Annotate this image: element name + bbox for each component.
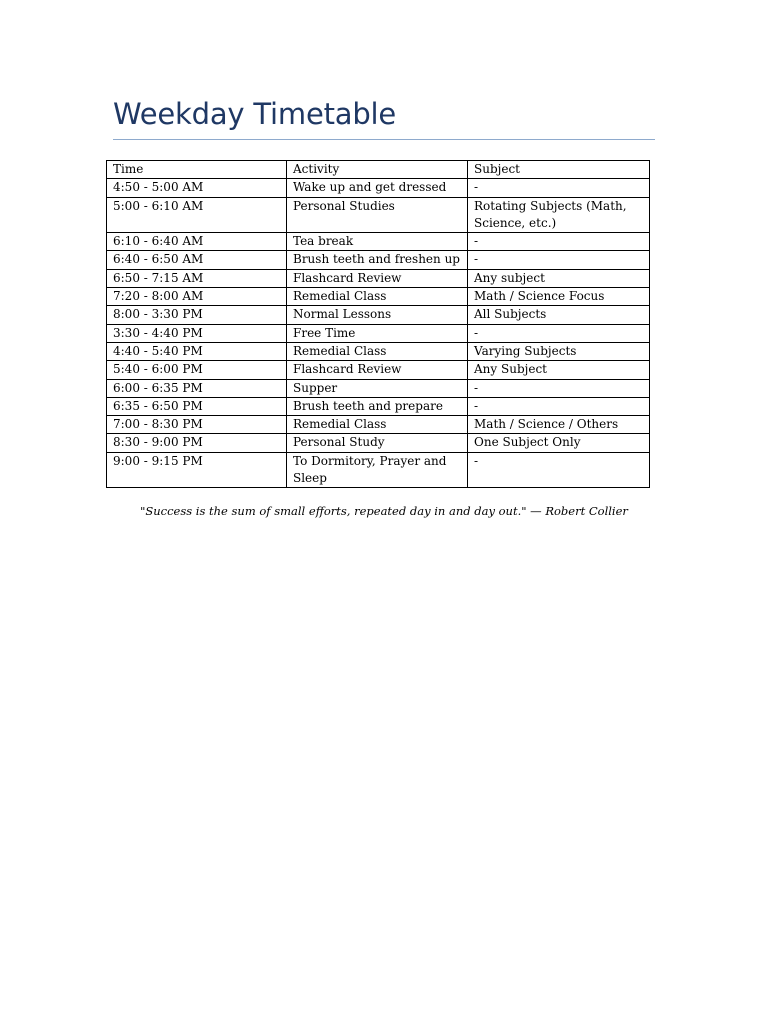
cell-subject: Math / Science Focus bbox=[468, 288, 650, 306]
table-row bbox=[107, 233, 650, 251]
cell-activity: To Dormitory, Prayer and Sleep bbox=[287, 452, 468, 488]
table-row bbox=[107, 361, 650, 379]
cell-time: 6:35 - 6:50 PM bbox=[107, 397, 287, 415]
cell-activity: Personal Studies bbox=[287, 197, 468, 233]
table-row bbox=[107, 452, 650, 488]
table-row bbox=[107, 197, 650, 233]
cell-time: 4:50 - 5:00 AM bbox=[107, 179, 287, 197]
table-row bbox=[107, 416, 650, 434]
cell-time: 6:10 - 6:40 AM bbox=[107, 233, 287, 251]
cell-subject: Varying Subjects bbox=[468, 342, 650, 360]
cell-time: 5:00 - 6:10 AM bbox=[107, 197, 287, 233]
cell-activity: Personal Study bbox=[287, 434, 468, 452]
cell-activity: Normal Lessons bbox=[287, 306, 468, 324]
cell-time: 4:40 - 5:40 PM bbox=[107, 342, 287, 360]
timetable-table bbox=[106, 160, 650, 488]
cell-time: 7:00 - 8:30 PM bbox=[107, 416, 287, 434]
cell-activity: Brush teeth and prepare bbox=[287, 397, 468, 415]
cell-activity: Wake up and get dressed bbox=[287, 179, 468, 197]
cell-activity: Supper bbox=[287, 379, 468, 397]
cell-subject: - bbox=[468, 452, 650, 488]
cell-subject: - bbox=[468, 397, 650, 415]
cell-time: 7:20 - 8:00 AM bbox=[107, 288, 287, 306]
header-time: Time bbox=[107, 161, 287, 179]
table-header-row bbox=[107, 161, 650, 179]
title-underline bbox=[113, 139, 655, 140]
cell-subject: Any subject bbox=[468, 269, 650, 287]
cell-time: 6:40 - 6:50 AM bbox=[107, 251, 287, 269]
cell-subject: - bbox=[468, 379, 650, 397]
cell-subject: - bbox=[468, 179, 650, 197]
cell-activity: Tea break bbox=[287, 233, 468, 251]
cell-activity: Remedial Class bbox=[287, 416, 468, 434]
table-row bbox=[107, 179, 650, 197]
cell-subject: - bbox=[468, 324, 650, 342]
table-row bbox=[107, 434, 650, 452]
cell-time: 8:30 - 9:00 PM bbox=[107, 434, 287, 452]
cell-activity: Flashcard Review bbox=[287, 361, 468, 379]
footer-quote: "Success is the sum of small efforts, repeated day in and day out." — Robert Collier bbox=[140, 504, 628, 518]
cell-activity: Flashcard Review bbox=[287, 269, 468, 287]
timetable-body bbox=[107, 161, 650, 488]
table-row bbox=[107, 342, 650, 360]
table-row bbox=[107, 306, 650, 324]
cell-activity: Remedial Class bbox=[287, 288, 468, 306]
cell-time: 9:00 - 9:15 PM bbox=[107, 452, 287, 488]
cell-subject: - bbox=[468, 233, 650, 251]
cell-time: 8:00 - 3:30 PM bbox=[107, 306, 287, 324]
table-row bbox=[107, 288, 650, 306]
table-row bbox=[107, 251, 650, 269]
cell-time: 5:40 - 6:00 PM bbox=[107, 361, 287, 379]
cell-time: 3:30 - 4:40 PM bbox=[107, 324, 287, 342]
cell-time: 6:00 - 6:35 PM bbox=[107, 379, 287, 397]
cell-subject: Any Subject bbox=[468, 361, 650, 379]
table-row bbox=[107, 379, 650, 397]
cell-subject: Rotating Subjects (Math, Science, etc.) bbox=[468, 197, 650, 233]
header-activity: Activity bbox=[287, 161, 468, 179]
cell-subject: Math / Science / Others bbox=[468, 416, 650, 434]
page-title: Weekday Timetable bbox=[113, 97, 397, 131]
table-row bbox=[107, 324, 650, 342]
cell-subject: - bbox=[468, 251, 650, 269]
cell-activity: Remedial Class bbox=[287, 342, 468, 360]
table-row bbox=[107, 397, 650, 415]
cell-subject: All Subjects bbox=[468, 306, 650, 324]
header-subject: Subject bbox=[468, 161, 650, 179]
table-row bbox=[107, 269, 650, 287]
cell-activity: Brush teeth and freshen up bbox=[287, 251, 468, 269]
cell-subject: One Subject Only bbox=[468, 434, 650, 452]
cell-activity: Free Time bbox=[287, 324, 468, 342]
cell-time: 6:50 - 7:15 AM bbox=[107, 269, 287, 287]
